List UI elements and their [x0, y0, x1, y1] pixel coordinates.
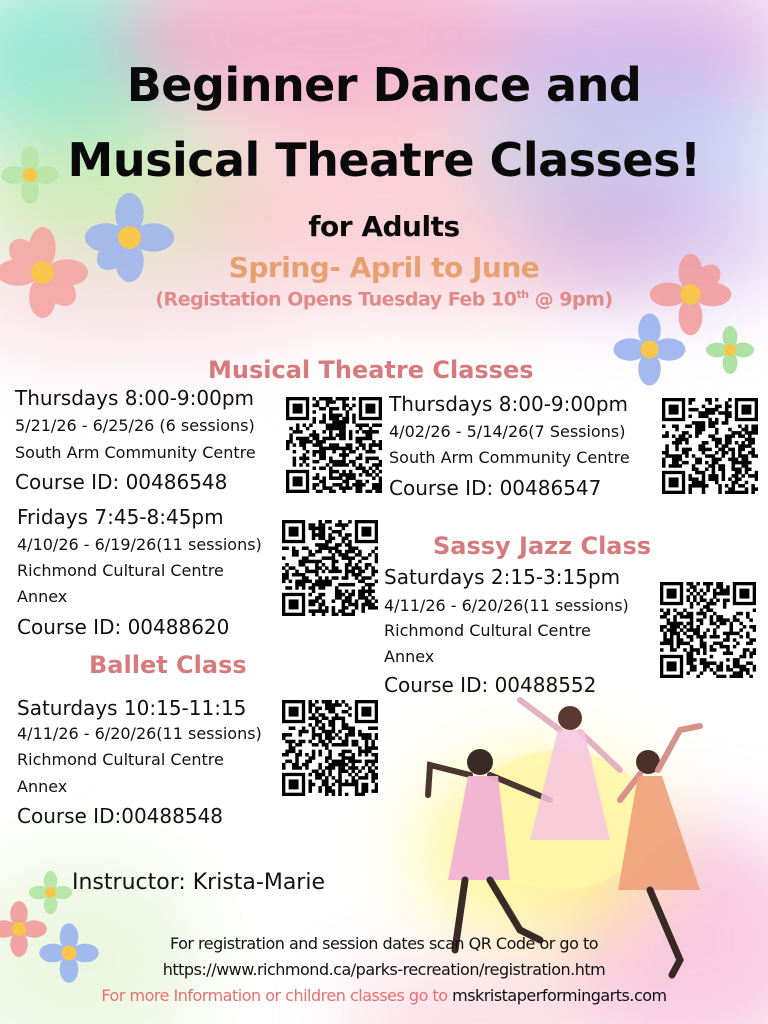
instructor-name: Instructor: Krista-Marie — [72, 870, 325, 895]
ballet-dates: 4/11/26 - 6/20/26(11 sessions) — [17, 724, 262, 743]
musical-theatre-heading: Musical Theatre Classes — [208, 356, 534, 384]
flower-icon — [705, 325, 755, 375]
qr-code-icon[interactable] — [286, 397, 382, 493]
footer-website-link[interactable]: mskristaperformingarts.com — [452, 986, 667, 1005]
class-b-location: South Arm Community Centre — [389, 448, 630, 467]
class-b-course-id: Course ID: 00486547 — [389, 476, 602, 500]
class-a-dates: 5/21/26 - 6/25/26 (6 sessions) — [15, 416, 255, 435]
jazz-heading: Sassy Jazz Class — [433, 532, 652, 560]
class-a-course-id: Course ID: 00486548 — [15, 470, 228, 494]
class-a-time: Thursdays 8:00-9:00pm — [15, 386, 254, 410]
jazz-dates: 4/11/26 - 6/20/26(11 sessions) — [384, 596, 629, 615]
class-b-time: Thursdays 8:00-9:00pm — [389, 392, 628, 416]
footer-line-3 — [0, 986, 768, 1005]
registration-text-post: @ 9pm) — [528, 288, 613, 311]
ballet-time: Saturdays 10:15-11:15 — [17, 696, 247, 720]
class-c-location-1: Richmond Cultural Centre — [17, 561, 224, 580]
class-a-location: South Arm Community Centre — [15, 443, 256, 462]
qr-code-icon[interactable] — [660, 582, 756, 678]
subtitle: for Adults — [308, 210, 460, 243]
ballet-course-id: Course ID:00488548 — [17, 804, 224, 828]
class-c-time: Fridays 7:45-8:45pm — [17, 505, 224, 529]
qr-code-icon[interactable] — [662, 398, 758, 494]
ballet-heading: Ballet Class — [89, 651, 247, 679]
ballet-location-2: Annex — [17, 777, 68, 796]
registration-notice — [0, 288, 768, 310]
class-b-dates: 4/02/26 - 5/14/26(7 Sessions) — [389, 422, 626, 441]
footer-url[interactable]: https://www.richmond.ca/parks-recreation/registration.htm — [162, 960, 606, 979]
footer-info-text: For more Information or children classes go to — [101, 986, 453, 1005]
qr-code-icon[interactable] — [282, 700, 378, 796]
jazz-location-1: Richmond Cultural Centre — [384, 621, 591, 640]
registration-text-sup: th — [516, 288, 529, 301]
season-heading: Spring- April to June — [228, 251, 540, 284]
title-line-2: Musical Theatre Classes! — [67, 133, 701, 187]
jazz-location-2: Annex — [384, 647, 435, 666]
jazz-time: Saturdays 2:15-3:15pm — [384, 565, 621, 589]
title-line-1: Beginner Dance and — [126, 58, 642, 112]
class-c-course-id: Course ID: 00488620 — [17, 615, 230, 639]
class-c-location-2: Annex — [17, 587, 68, 606]
class-c-dates: 4/10/26 - 6/19/26(11 sessions) — [17, 535, 262, 554]
footer-line-1: For registration and session dates scan QR Code or go to — [169, 934, 599, 953]
flower-icon — [612, 312, 687, 387]
ballet-location-1: Richmond Cultural Centre — [17, 750, 224, 769]
registration-text-pre: (Registation Opens Tuesday Feb 10 — [155, 288, 517, 311]
jazz-course-id: Course ID: 00488552 — [384, 673, 597, 697]
qr-code-icon[interactable] — [282, 520, 378, 616]
